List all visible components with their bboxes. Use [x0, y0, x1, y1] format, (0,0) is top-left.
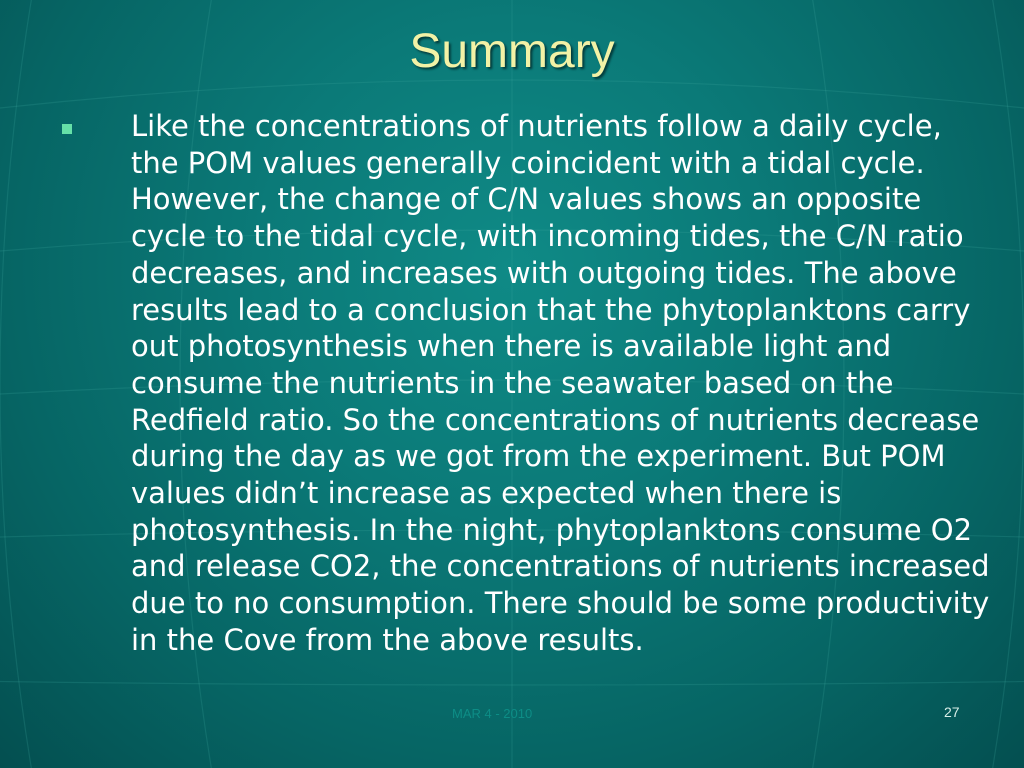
page-number: 27 — [944, 704, 960, 720]
summary-paragraph: Like the concentrations of nutrients follow a daily cycle, the POM values generally coincident with a tidal cycle. However, the change of C/N values shows an opposite cycle to the tidal cycle, with incoming tides, the C/N ratio decreases, and increases with outgoing tides. The above results lead to a conclusion that the phytoplanktons carry out photosynthesis when there is available light and consume the nutrients in the seawater based on the Redfield ratio. So the concentrations of nutrients decrease during the day as we got from the experiment. But POM values didn’t increase as expected when there is photosynthesis. In the night, phytoplanktons consume O2 and release CO2, the concentrations of nutrients increased due to no consumption. There should be some productivity in the Cove from the above results. — [131, 109, 990, 657]
slide-title: Summary — [409, 25, 615, 78]
slide-footer: MAR 4 - 2010 — [452, 706, 533, 721]
bullet-marker — [62, 124, 72, 134]
